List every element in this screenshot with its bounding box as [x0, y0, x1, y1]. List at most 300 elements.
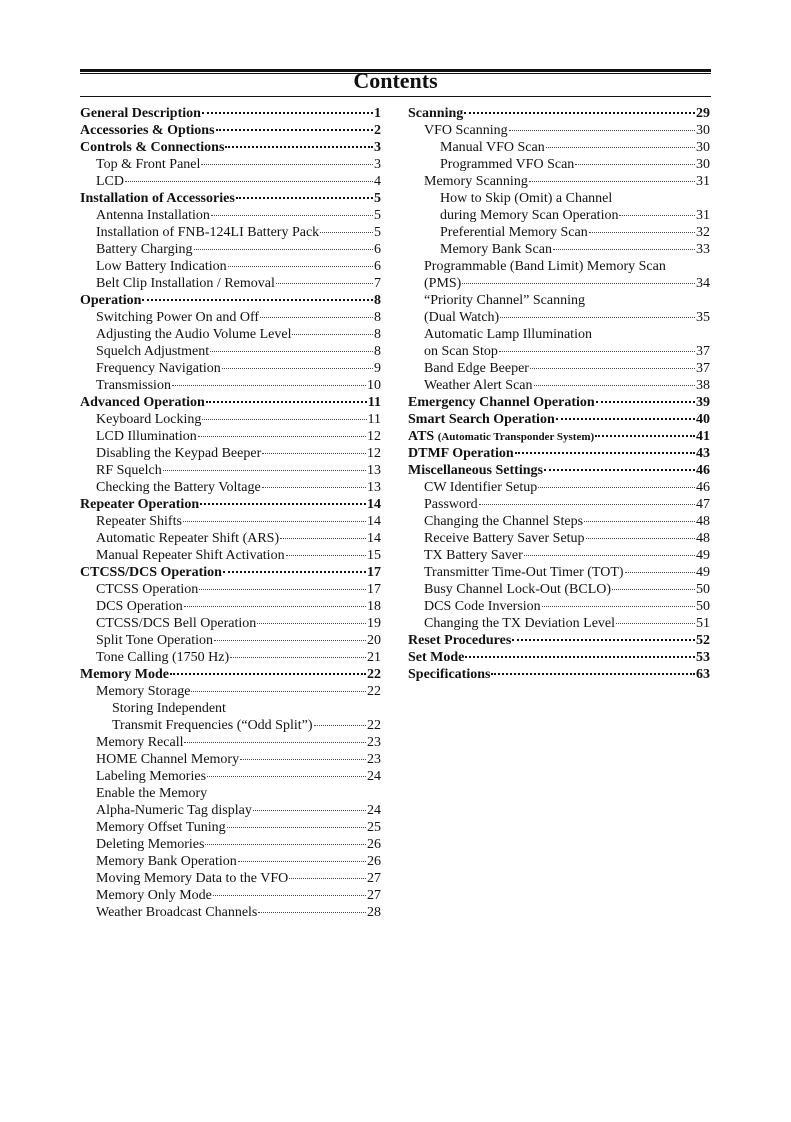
toc-entry[interactable] — [80, 258, 381, 275]
dot-leader — [292, 334, 373, 335]
toc-entry-label: Memory Bank Scan — [440, 242, 552, 257]
dot-leader — [524, 555, 695, 556]
dot-leader — [228, 266, 373, 267]
toc-page-number: 31 — [696, 208, 710, 223]
toc-entry-label: Changing the Channel Steps — [424, 514, 584, 529]
toc-entry[interactable] — [408, 139, 710, 156]
toc-entry[interactable] — [80, 870, 381, 887]
toc-entry-label: LCD Illumination — [96, 429, 197, 444]
toc-page-number: 39 — [696, 395, 710, 410]
toc-page-number: 29 — [696, 106, 710, 121]
dot-leader — [214, 640, 366, 641]
toc-page-number: 50 — [696, 582, 710, 597]
toc-entry-label: Low Battery Indication — [96, 259, 227, 274]
dot-leader — [479, 504, 695, 505]
toc-entry[interactable] — [80, 479, 381, 496]
dot-leader — [227, 827, 366, 828]
toc-entry[interactable] — [408, 292, 710, 309]
toc-page-number: 19 — [367, 616, 381, 631]
toc-section-entry[interactable] — [80, 190, 381, 207]
toc-entry-label: Tone Calling (1750 Hz) — [96, 650, 230, 665]
toc-page-number: 22 — [367, 667, 381, 682]
toc-page-number: 48 — [696, 531, 710, 546]
toc-entry-label: Checking the Battery Voltage — [96, 480, 261, 495]
toc-entry-label: Squelch Adjustment — [96, 344, 210, 359]
toc-entry-label: Keyboard Locking — [96, 412, 202, 427]
toc-entry[interactable] — [80, 513, 381, 530]
toc-entry-label: Transmit Frequencies (“Odd Split”) — [112, 718, 313, 733]
toc-page-number: 30 — [696, 157, 710, 172]
toc-page-number: 49 — [696, 548, 710, 563]
toc-page-number: 23 — [367, 735, 381, 750]
dot-leader — [202, 419, 366, 420]
toc-page-number: 12 — [367, 446, 381, 461]
toc-page-number: 40 — [696, 412, 710, 427]
toc-entry-label: Memory Mode — [80, 667, 170, 682]
toc-entry-sublabel: (Automatic Transponder System) — [437, 431, 595, 443]
toc-entry-label: Memory Offset Tuning — [96, 820, 226, 835]
dot-leader — [534, 385, 696, 386]
toc-entry[interactable] — [80, 751, 381, 768]
toc-entry-label: Alpha-Numeric Tag display — [96, 803, 252, 818]
toc-entry-label: DCS Operation — [96, 599, 183, 614]
toc-page-number: 12 — [367, 429, 381, 444]
dot-leader — [616, 623, 695, 624]
toc-entry[interactable] — [80, 343, 381, 360]
toc-entry[interactable] — [408, 479, 710, 496]
toc-section-entry[interactable] — [80, 496, 381, 513]
toc-entry-label: DTMF Operation — [408, 446, 514, 461]
dot-leader — [222, 368, 373, 369]
toc-page-number: 21 — [367, 650, 381, 665]
dot-leader — [320, 232, 373, 233]
toc-entry[interactable] — [80, 309, 381, 326]
toc-entry-label: Memory Scanning — [424, 174, 528, 189]
toc-entry-label: Moving Memory Data to the VFO — [96, 871, 289, 886]
toc-page-number: 63 — [696, 667, 710, 682]
toc-entry-label: HOME Channel Memory — [96, 752, 240, 767]
toc-entry-label: Automatic Repeater Shift (ARS) — [96, 531, 280, 546]
toc-entry[interactable] — [408, 173, 710, 190]
toc-entry-label: Weather Broadcast Channels — [96, 905, 258, 920]
toc-page-number: 37 — [696, 361, 710, 376]
toc-entry[interactable] — [408, 615, 710, 632]
toc-entry-label: ATS (Automatic Transponder System) — [408, 429, 595, 444]
toc-page-number: 34 — [696, 276, 710, 291]
toc-entry-label: General Description — [80, 106, 201, 121]
toc-entry-label: Memory Storage — [96, 684, 191, 699]
dot-leader — [205, 844, 366, 845]
dot-leader — [509, 130, 695, 131]
toc-entry-label: Receive Battery Saver Setup — [424, 531, 585, 546]
toc-entry-label: Memory Only Mode — [96, 888, 212, 903]
toc-page-number: 26 — [367, 837, 381, 852]
toc-entry-label: How to Skip (Omit) a Channel — [440, 191, 613, 206]
toc-page-number: 17 — [367, 582, 381, 597]
toc-page-number: 24 — [367, 803, 381, 818]
toc-section-entry[interactable] — [408, 428, 710, 445]
toc-entry-label: Programmed VFO Scan — [440, 157, 575, 172]
toc-entry-label: LCD — [96, 174, 124, 189]
toc-entry-label: Programmable (Band Limit) Memory Scan — [424, 259, 666, 274]
toc-entry[interactable] — [80, 598, 381, 615]
toc-page-number: 5 — [374, 191, 381, 206]
toc-entry[interactable] — [80, 275, 381, 292]
toc-page-number: 18 — [367, 599, 381, 614]
toc-page-number: 47 — [696, 497, 710, 512]
toc-entry-label: Smart Search Operation — [408, 412, 555, 427]
dot-leader — [163, 470, 366, 471]
toc-entry-label: Weather Alert Scan — [424, 378, 533, 393]
toc-entry-label: Adjusting the Audio Volume Level — [96, 327, 292, 342]
toc-entry[interactable] — [408, 343, 710, 360]
dot-leader — [586, 538, 695, 539]
toc-page-number: 5 — [374, 208, 381, 223]
dot-leader — [198, 436, 366, 437]
dot-leader — [184, 742, 366, 743]
toc-entry-label: Advanced Operation — [80, 395, 205, 410]
dot-leader — [202, 112, 373, 114]
toc-entry[interactable] — [80, 853, 381, 870]
dot-leader — [529, 181, 695, 182]
toc-entry[interactable] — [408, 309, 710, 326]
toc-entry-label: Enable the Memory — [96, 786, 208, 801]
toc-entry-label: Accessories & Options — [80, 123, 215, 138]
toc-page-number: 33 — [696, 242, 710, 257]
toc-page-number: 20 — [367, 633, 381, 648]
toc-entry[interactable] — [408, 530, 710, 547]
toc-entry-label: Frequency Navigation — [96, 361, 221, 376]
toc-entry[interactable] — [408, 275, 710, 292]
dot-leader — [183, 521, 366, 522]
toc-entry[interactable] — [408, 564, 710, 581]
toc-page-number: 38 — [696, 378, 710, 393]
toc-entry[interactable] — [80, 717, 381, 734]
toc-page-number: 35 — [696, 310, 710, 325]
toc-page-number: 8 — [374, 344, 381, 359]
dot-leader — [491, 673, 695, 675]
toc-page-number: 14 — [367, 514, 381, 529]
dot-leader — [172, 385, 366, 386]
toc-page-number: 7 — [374, 276, 381, 291]
toc-entry-label: Transmission — [96, 378, 171, 393]
toc-entry[interactable] — [80, 802, 381, 819]
toc-page-number: 23 — [367, 752, 381, 767]
toc-entry-label: Password — [424, 497, 478, 512]
toc-entry-label: Band Edge Beeper — [424, 361, 529, 376]
toc-entry-label: CTCSS/DCS Operation — [80, 565, 222, 580]
toc-page-number: 2 — [374, 123, 381, 138]
toc-entry[interactable] — [80, 377, 381, 394]
toc-page-number: 13 — [367, 463, 381, 478]
toc-section-entry[interactable] — [408, 666, 710, 683]
toc-section-entry[interactable] — [80, 394, 381, 411]
toc-entry-label: DCS Code Inversion — [424, 599, 541, 614]
dot-leader — [260, 317, 373, 318]
toc-entry-label: Top & Front Panel — [96, 157, 201, 172]
dot-leader — [258, 912, 366, 913]
toc-entry-label: Manual VFO Scan — [440, 140, 545, 155]
dot-leader — [538, 487, 695, 488]
dot-leader — [184, 606, 366, 607]
toc-page-number: 25 — [367, 820, 381, 835]
toc-section-entry[interactable] — [408, 411, 710, 428]
dot-leader — [625, 572, 695, 573]
dot-leader — [556, 418, 695, 420]
toc-entry-label: Installation of FNB-124LI Battery Pack — [96, 225, 320, 240]
toc-section-entry[interactable] — [408, 649, 710, 666]
toc-page-number: 11 — [367, 412, 381, 427]
toc-entry[interactable] — [80, 224, 381, 241]
dot-leader — [280, 538, 366, 539]
toc-entry[interactable] — [408, 122, 710, 139]
toc-entry[interactable] — [80, 819, 381, 836]
dot-leader — [216, 129, 373, 131]
toc-entry[interactable] — [80, 241, 381, 258]
toc-entry-label: Scanning — [408, 106, 464, 121]
toc-entry-label: CW Identifier Setup — [424, 480, 538, 495]
toc-page-number: 26 — [367, 854, 381, 869]
toc-entry[interactable] — [80, 785, 381, 802]
toc-page-number: 22 — [367, 684, 381, 699]
toc-page-number: 52 — [696, 633, 710, 648]
dot-leader — [230, 657, 366, 658]
toc-section-entry[interactable] — [80, 292, 381, 309]
dot-leader — [238, 861, 366, 862]
toc-entry-label: Labeling Memories — [96, 769, 207, 784]
toc-entry[interactable] — [80, 173, 381, 190]
dot-leader — [619, 215, 695, 216]
toc-entry[interactable] — [80, 887, 381, 904]
toc-entry-label: Set Mode — [408, 650, 465, 665]
toc-entry-label: Split Tone Operation — [96, 633, 213, 648]
dot-leader — [464, 112, 695, 114]
dot-leader — [253, 810, 366, 811]
dot-leader — [211, 215, 373, 216]
toc-page-number: 8 — [374, 293, 381, 308]
toc-page-number: 1 — [374, 106, 381, 121]
page-title: Contents — [353, 68, 438, 93]
toc-entry[interactable] — [408, 547, 710, 564]
toc-entry-label: “Priority Channel” Scanning — [424, 293, 585, 308]
toc-entry-label: Transmitter Time-Out Timer (TOT) — [424, 565, 624, 580]
toc-entry[interactable] — [408, 513, 710, 530]
toc-page-number: 46 — [696, 463, 710, 478]
toc-entry[interactable] — [80, 360, 381, 377]
toc-entry[interactable] — [408, 377, 710, 394]
toc-page-number: 3 — [374, 140, 381, 155]
toc-page-number: 14 — [367, 531, 381, 546]
toc-entry[interactable] — [80, 428, 381, 445]
toc-entry-label: Miscellaneous Settings — [408, 463, 543, 478]
dot-leader — [584, 521, 695, 522]
dot-leader — [170, 673, 366, 675]
toc-entry[interactable] — [80, 207, 381, 224]
dot-leader — [210, 351, 373, 352]
toc-entry[interactable] — [80, 632, 381, 649]
toc-page-number: 49 — [696, 565, 710, 580]
toc-page-number: 48 — [696, 514, 710, 529]
dot-leader — [262, 487, 366, 488]
toc-page-number: 6 — [374, 259, 381, 274]
toc-section-entry[interactable] — [408, 394, 710, 411]
toc-entry-label: Installation of Accessories — [80, 191, 235, 206]
toc-page-number: 11 — [367, 395, 381, 410]
toc-entry-label: Operation — [80, 293, 142, 308]
toc-page-number: 31 — [696, 174, 710, 189]
toc-entry[interactable] — [80, 768, 381, 785]
toc-page-number: 6 — [374, 242, 381, 257]
toc-page-number: 3 — [374, 157, 381, 172]
toc-entry[interactable] — [80, 156, 381, 173]
toc-entry-label: (PMS) — [424, 276, 462, 291]
dot-leader — [596, 401, 695, 403]
toc-entry[interactable] — [408, 258, 710, 275]
toc-page-number: 22 — [367, 718, 381, 733]
toc-entry[interactable] — [80, 683, 381, 700]
toc-entry[interactable] — [80, 836, 381, 853]
toc-entry[interactable] — [408, 326, 710, 343]
toc-entry-label: Preferential Memory Scan — [440, 225, 588, 240]
toc-entry[interactable] — [408, 224, 710, 241]
dot-leader — [314, 725, 366, 726]
toc-page-number: 9 — [374, 361, 381, 376]
dot-leader — [236, 197, 373, 199]
toc-entry-label: Manual Repeater Shift Activation — [96, 548, 285, 563]
toc-entry[interactable] — [408, 190, 710, 207]
dot-leader — [575, 164, 695, 165]
toc-section-entry[interactable] — [408, 462, 710, 479]
dot-leader — [595, 435, 695, 437]
dot-leader — [544, 469, 695, 471]
toc-page-number: 32 — [696, 225, 710, 240]
toc-entry[interactable] — [80, 615, 381, 632]
dot-leader — [194, 249, 373, 250]
dot-leader — [201, 164, 373, 165]
title-underline — [80, 96, 711, 97]
toc-right-column — [408, 105, 710, 683]
toc-entry[interactable] — [80, 700, 381, 717]
dot-leader — [530, 368, 695, 369]
toc-entry[interactable] — [408, 207, 710, 224]
toc-entry[interactable] — [80, 530, 381, 547]
dot-leader — [125, 181, 373, 182]
dot-leader — [199, 589, 366, 590]
toc-page-number: 51 — [696, 616, 710, 631]
toc-page-number: 17 — [367, 565, 381, 580]
dot-leader — [223, 571, 366, 573]
dot-leader — [462, 283, 695, 284]
dot-leader — [289, 878, 366, 879]
toc-section-entry[interactable] — [80, 666, 381, 683]
toc-entry-label: Deleting Memories — [96, 837, 205, 852]
toc-page-number: 43 — [696, 446, 710, 461]
toc-section-entry[interactable] — [80, 105, 381, 122]
toc-page-number: 27 — [367, 888, 381, 903]
toc-entry-label: Emergency Channel Operation — [408, 395, 595, 410]
toc-entry[interactable] — [80, 581, 381, 598]
toc-entry[interactable] — [408, 581, 710, 598]
toc-entry-label: Automatic Lamp Illumination — [424, 327, 592, 342]
dot-leader — [262, 453, 366, 454]
toc-entry[interactable] — [80, 326, 381, 343]
dot-leader — [500, 317, 695, 318]
toc-entry-label: Disabling the Keypad Beeper — [96, 446, 262, 461]
toc-entry-label: CTCSS Operation — [96, 582, 199, 597]
toc-entry[interactable] — [408, 156, 710, 173]
toc-section-entry[interactable] — [408, 445, 710, 462]
toc-entry-label: Busy Channel Lock-Out (BCLO) — [424, 582, 612, 597]
toc-entry-label: Changing the TX Deviation Level — [424, 616, 616, 631]
toc-entry[interactable] — [80, 547, 381, 564]
toc-entry[interactable] — [408, 598, 710, 615]
toc-page-number: 14 — [367, 497, 381, 512]
dot-leader — [286, 555, 366, 556]
toc-page-number: 41 — [696, 429, 710, 444]
toc-entry-label: TX Battery Saver — [424, 548, 523, 563]
toc-page-number: 30 — [696, 123, 710, 138]
toc-page-number: 24 — [367, 769, 381, 784]
toc-section-entry[interactable] — [80, 139, 381, 156]
dot-leader — [612, 589, 695, 590]
toc-page-number: 28 — [367, 905, 381, 920]
toc-entry-label: Battery Charging — [96, 242, 193, 257]
toc-entry-label: Memory Recall — [96, 735, 184, 750]
dot-leader — [225, 146, 373, 148]
toc-entry-label: Controls & Connections — [80, 140, 225, 155]
toc-entry-label: VFO Scanning — [424, 123, 508, 138]
toc-entry[interactable] — [408, 496, 710, 513]
dot-leader — [465, 656, 695, 658]
toc-page-number: 50 — [696, 599, 710, 614]
toc-entry-label: RF Squelch — [96, 463, 162, 478]
dot-leader — [200, 503, 366, 505]
toc-section-entry[interactable] — [408, 632, 710, 649]
toc-entry-label: Reset Procedures — [408, 633, 512, 648]
toc-entry-label: during Memory Scan Operation — [440, 208, 619, 223]
toc-section-entry[interactable] — [80, 122, 381, 139]
toc-entry[interactable] — [408, 360, 710, 377]
toc-page-number: 5 — [374, 225, 381, 240]
toc-page-number: 27 — [367, 871, 381, 886]
dot-leader — [276, 283, 373, 284]
toc-left-column — [80, 105, 381, 921]
toc-entry[interactable] — [408, 241, 710, 258]
toc-page-number: 53 — [696, 650, 710, 665]
toc-page-number: 10 — [367, 378, 381, 393]
toc-entry[interactable] — [80, 445, 381, 462]
dot-leader — [213, 895, 366, 896]
toc-page-number: 8 — [374, 310, 381, 325]
toc-entry[interactable] — [80, 462, 381, 479]
toc-page-number: 8 — [374, 327, 381, 342]
dot-leader — [553, 249, 695, 250]
toc-entry[interactable] — [80, 411, 381, 428]
toc-entry[interactable] — [80, 649, 381, 666]
toc-section-entry[interactable] — [80, 564, 381, 581]
toc-page-number: 46 — [696, 480, 710, 495]
toc-section-entry[interactable] — [408, 105, 710, 122]
toc-entry[interactable] — [80, 734, 381, 751]
toc-entry[interactable] — [80, 904, 381, 921]
toc-entry-label: Repeater Operation — [80, 497, 200, 512]
toc-entry-label: Antenna Installation — [96, 208, 210, 223]
dot-leader — [240, 759, 366, 760]
toc-entry-label: Specifications — [408, 667, 491, 682]
toc-entry-label: Repeater Shifts — [96, 514, 182, 529]
dot-leader — [589, 232, 695, 233]
dot-leader — [142, 299, 373, 301]
